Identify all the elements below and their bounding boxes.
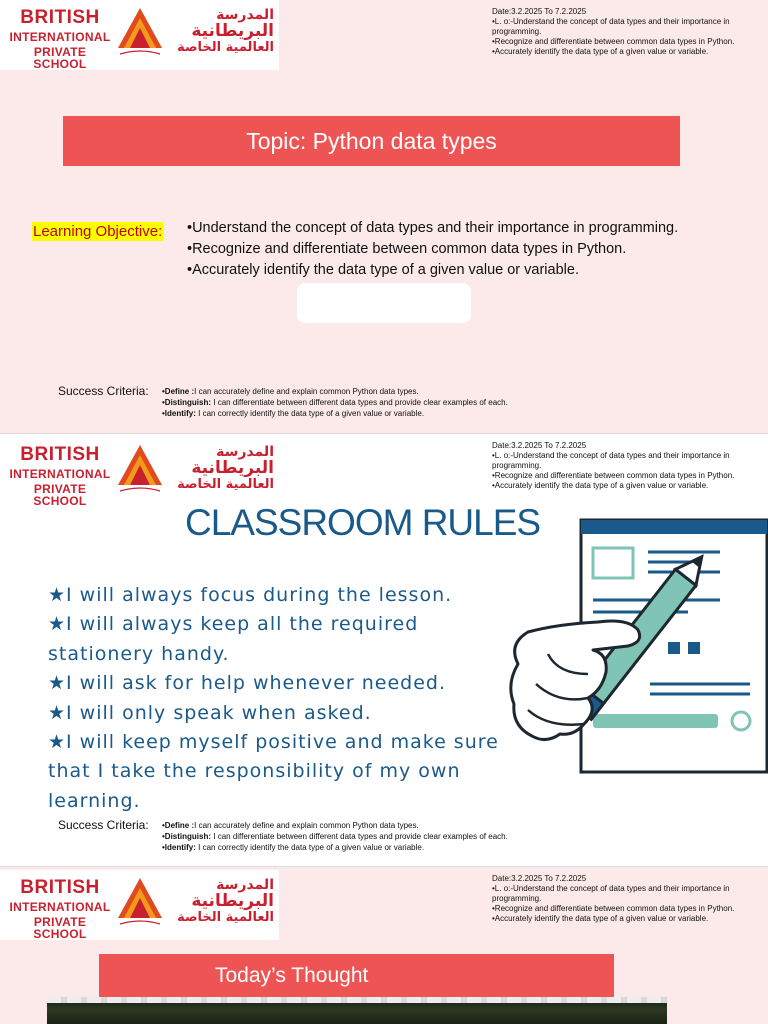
logo-arabic-line2: البريطانية	[191, 890, 274, 911]
classroom-rules-title: CLASSROOM RULES	[185, 502, 541, 543]
meta-objective-2: •Recognize and differentiate between common data types in Python.	[492, 904, 735, 913]
success-criteria-label: Success Criteria:	[58, 384, 149, 398]
classroom-rules-list	[48, 581, 518, 816]
slide-2	[0, 433, 768, 866]
objective-item: •Accurately identify the data type of a given value or variable.	[187, 262, 579, 278]
image-top-edge	[47, 997, 667, 1003]
header-meta	[492, 441, 764, 491]
topic-banner	[63, 116, 680, 166]
logo-text-private-school: PRIVATE SCHOOL	[33, 482, 87, 508]
logo-text-private-school: PRIVATE SCHOOL	[33, 915, 87, 941]
logo-english	[8, 445, 112, 507]
school-emblem-icon	[114, 4, 166, 64]
logo-arabic	[168, 445, 274, 491]
logo-text-british: BRITISH	[20, 7, 100, 28]
objective-item: •Understand the concept of data types and their importance in programming.	[187, 220, 679, 236]
logo-arabic-line2: البريطانية	[191, 457, 274, 478]
blank-text-box	[297, 283, 471, 323]
rule-item: ★I will always keep all the required stationery handy.	[48, 613, 419, 665]
logo-arabic-line3: العالمية الخاصة	[177, 909, 274, 925]
school-logo	[0, 437, 279, 507]
criteria-identify: •Identify: I can correctly identify the data type of a given value or variable.	[162, 843, 425, 852]
school-logo	[0, 870, 279, 940]
meta-objective-1: •L. o:-Understand the concept of data types and their importance in programming.	[492, 17, 730, 36]
logo-text-international: INTERNATIONAL	[9, 30, 111, 44]
meta-date: Date:3.2.2025 To 7.2.2025	[492, 7, 587, 16]
header-meta	[492, 874, 764, 924]
logo-arabic-line3: العالمية الخاصة	[177, 476, 274, 492]
thought-image	[47, 997, 667, 1024]
learning-objective-list	[187, 218, 762, 281]
logo-text-international: INTERNATIONAL	[9, 467, 111, 481]
school-logo	[0, 0, 279, 70]
school-emblem-icon	[114, 441, 166, 501]
rule-item: ★I will only speak when asked.	[48, 701, 372, 724]
logo-arabic-line2: البريطانية	[191, 20, 274, 41]
logo-arabic-line3: العالمية الخاصة	[177, 39, 274, 55]
criteria-identify: •Identify: I can correctly identify the data type of a given value or variable.	[162, 409, 425, 418]
criteria-define: •Define :I can accurately define and explain common Python data types.	[162, 821, 419, 830]
meta-date: Date:3.2.2025 To 7.2.2025	[492, 441, 587, 450]
logo-english	[8, 8, 112, 70]
success-criteria-label: Success Criteria:	[58, 818, 149, 832]
header-meta	[492, 7, 764, 57]
slide-1	[0, 0, 768, 433]
logo-arabic-line1: المدرسة	[216, 877, 274, 893]
logo-text-british: BRITISH	[20, 444, 100, 465]
learning-objective-label: Learning Objective:	[33, 223, 163, 240]
topic-title: Topic: Python data types	[246, 127, 497, 154]
success-criteria-items	[162, 820, 762, 853]
logo-text-international: INTERNATIONAL	[9, 900, 111, 914]
rule-item: ★I will ask for help whenever needed.	[48, 672, 447, 695]
meta-objective-1: •L. o:-Understand the concept of data types and their importance in programming.	[492, 451, 730, 470]
rule-item: ★I will keep myself positive and make sure that I take the responsibility of my own learning.	[48, 731, 499, 812]
logo-arabic	[168, 878, 274, 924]
todays-thought-banner	[99, 954, 614, 997]
rule-item: ★I will always focus during the lesson.	[48, 584, 453, 606]
logo-arabic-line1: المدرسة	[216, 444, 274, 460]
logo-arabic	[168, 8, 274, 54]
meta-objective-3: •Accurately identify the data type of a given value or variable.	[492, 914, 709, 923]
school-emblem-icon	[114, 874, 166, 934]
logo-text-private-school: PRIVATE SCHOOL	[33, 45, 87, 71]
hand-with-pencil-document-icon	[488, 514, 768, 784]
meta-objective-2: •Recognize and differentiate between common data types in Python.	[492, 37, 735, 46]
criteria-define: •Define :I can accurately define and explain common Python data types.	[162, 387, 419, 396]
criteria-distinguish: •Distinguish: I can differentiate between different data types and provide clear examples of each.	[162, 832, 508, 841]
meta-objective-3: •Accurately identify the data type of a given value or variable.	[492, 481, 709, 490]
meta-objective-2: •Recognize and differentiate between common data types in Python.	[492, 471, 735, 480]
meta-objective-1: •L. o:-Understand the concept of data types and their importance in programming.	[492, 884, 730, 903]
todays-thought-title: Today’s Thought	[215, 963, 369, 987]
criteria-distinguish: •Distinguish: I can differentiate between different data types and provide clear examples of each.	[162, 398, 508, 407]
meta-objective-3: •Accurately identify the data type of a given value or variable.	[492, 47, 709, 56]
logo-arabic-line1: المدرسة	[216, 7, 274, 23]
meta-date: Date:3.2.2025 To 7.2.2025	[492, 874, 587, 883]
slide-3	[0, 866, 768, 1024]
success-criteria-items	[162, 386, 762, 419]
logo-english	[8, 878, 112, 940]
logo-text-british: BRITISH	[20, 877, 100, 898]
objective-item: •Recognize and differentiate between common data types in Python.	[187, 241, 627, 257]
